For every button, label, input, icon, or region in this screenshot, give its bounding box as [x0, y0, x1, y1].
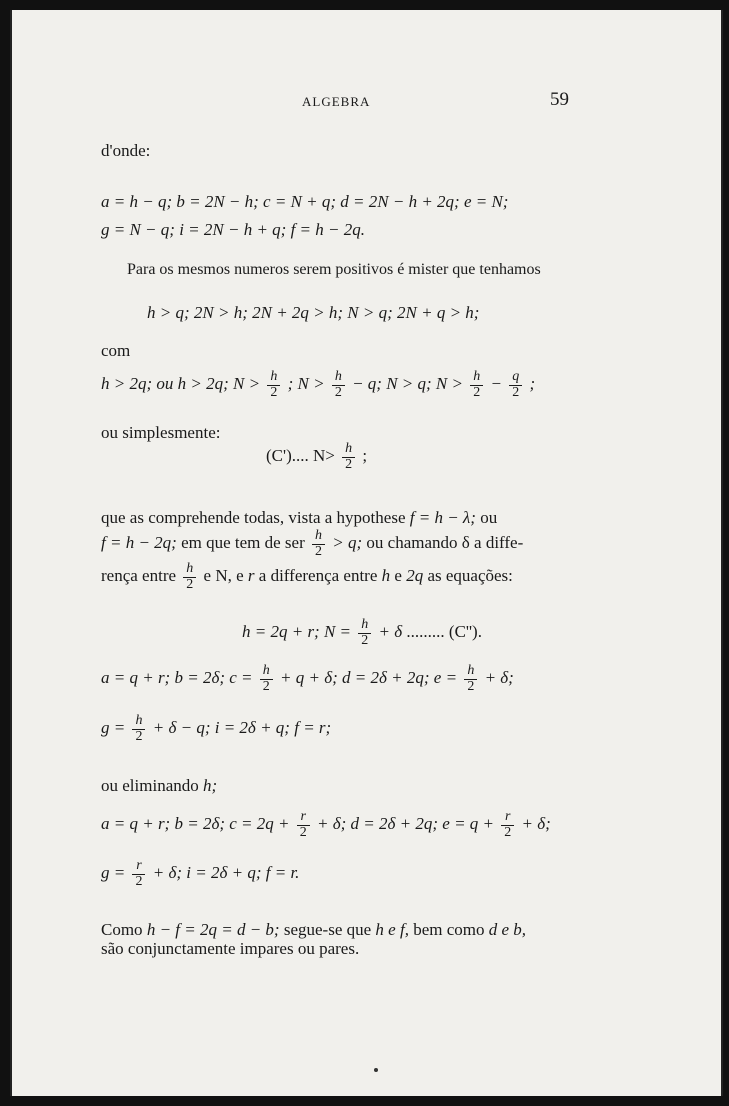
equation-text: a = h − q; b = 2N − h; c = N + q; d = 2N − h + 2q; e = N;	[101, 192, 509, 211]
text-ou-simplesmente: ou simplesmente:	[101, 423, 221, 442]
equation-line-4: g = $\frac{h}{2}$ + δ − q; i = 2δ + q; f = r;	[101, 713, 332, 744]
paragraph-para-os: Para os mesmos numeros serem positivos é mister que tenhamos	[127, 261, 541, 278]
equation-c-double-prime: h = 2q + r; N = $\frac{h}{2}$ + δ ......... (C'').	[242, 617, 482, 648]
equation-line-2	[101, 220, 365, 240]
fraction-h-over-2: $\frac{h}{2}$	[464, 664, 477, 694]
equation-text: g = N − q; i = 2N − h + q; f = h − 2q.	[101, 220, 365, 239]
fraction-h-over-2: $\frac{h}{2}$	[358, 618, 371, 648]
fraction-r-over-2: $\frac{r}{2}$	[501, 810, 514, 840]
running-header-title: ALGEBRA	[302, 94, 371, 109]
equation-line-1	[101, 192, 508, 212]
condition-c-prime: (C').... N> $\frac{h}{2}$ ;	[266, 441, 368, 472]
inequality-text: h > q; 2N > h; 2N + 2q > h; N > q; 2N + q > h;	[147, 303, 480, 322]
document-page	[10, 10, 723, 1096]
fraction-h-over-2: $\frac{h}{2}$	[332, 370, 345, 400]
inequality-line-2: h > 2q; ou h > 2q; N > $\frac{h}{2}$ ; N > $\frac{h}{2}$ − q; N > q; N > $\frac{h}{2}$ − $\frac{q}{2}$ ;	[101, 369, 536, 400]
inequality-part: − q; N > q; N >	[352, 374, 463, 394]
equation-line-3: a = q + r; b = 2δ; c = $\frac{h}{2}$ + q + δ; d = 2δ + 2q; e = $\frac{h}{2}$ + δ;	[101, 663, 514, 694]
fraction-h-over-2: $\frac{h}{2}$	[260, 664, 273, 694]
text-com: com	[101, 341, 131, 360]
fraction-h-over-2: $\frac{h}{2}$	[470, 370, 483, 400]
ink-speck	[374, 1068, 378, 1072]
fraction-h-over-2: $\frac{h}{2}$	[342, 442, 355, 472]
paragraph-que-as-line-1: que as comprehende todas, vista a hypothese f = h − λ; ou	[101, 508, 498, 527]
fraction-q-over-2: $\frac{q}{2}$	[509, 370, 522, 400]
fraction-r-over-2: $\frac{r}{2}$	[297, 810, 310, 840]
text-donde: d'onde:	[101, 141, 151, 160]
equation-line-6: g = $\frac{r}{2}$ + δ; i = 2δ + q; f = r.	[101, 858, 300, 889]
paragraph-que-as-line-3: rença entre $\frac{h}{2}$ e N, e r a differença entre h e 2q as equações:	[101, 561, 513, 592]
fraction-r-over-2: $\frac{r}{2}$	[132, 859, 145, 889]
fraction-h-over-2: $\frac{h}{2}$	[132, 714, 145, 744]
inequality-line-1	[147, 303, 479, 323]
page-number: 59	[550, 89, 569, 110]
paragraph-como-line-1: Como h − f = 2q = d − b; segue-se que h e f, bem como d e b,	[101, 920, 527, 939]
paragraph-que-as-line-2: f = h − 2q; em que tem de ser $\frac{h}{2}$ > q; ou chamando δ a diffe-	[101, 528, 524, 559]
fraction-h-over-2: $\frac{h}{2}$	[183, 562, 196, 592]
fraction-h-over-2: $\frac{h}{2}$	[267, 370, 280, 400]
paragraph-como-line-2: são conjunctamente impares ou pares.	[101, 939, 360, 958]
equation-line-5: a = q + r; b = 2δ; c = 2q + $\frac{r}{2}$ + δ; d = 2δ + 2q; e = q + $\frac{r}{2}$ + δ;	[101, 809, 551, 840]
inequality-part: ; N >	[287, 374, 325, 394]
inequality-part: h > 2q; ou h > 2q; N >	[101, 374, 261, 394]
text-ou-eliminando: ou eliminando h;	[101, 776, 218, 795]
fraction-h-over-2: $\frac{h}{2}$	[312, 529, 325, 559]
inequality-part: −	[490, 374, 502, 394]
